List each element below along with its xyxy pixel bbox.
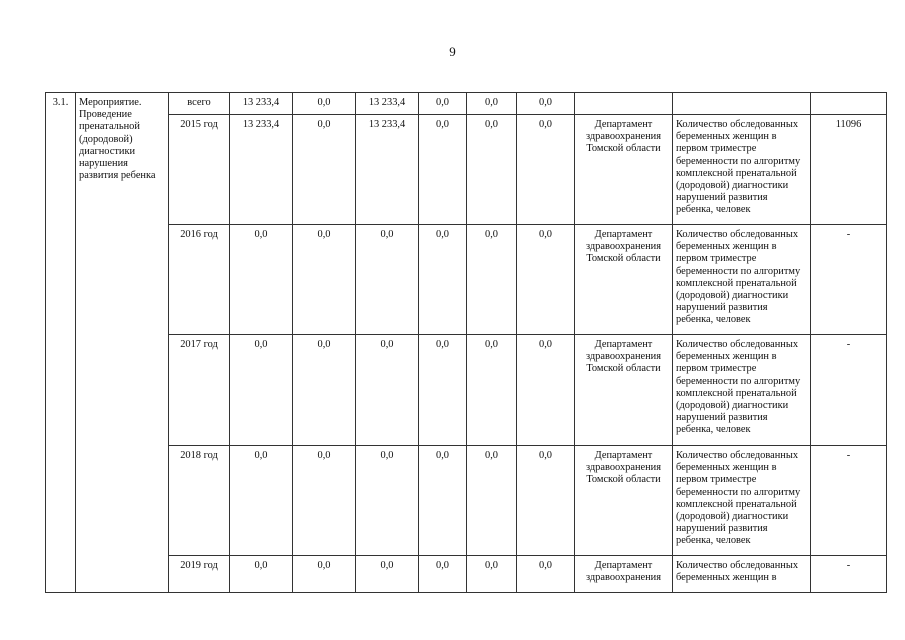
period-cell: 2017 год bbox=[169, 335, 230, 446]
indicator-cell: Количество обследованных беременных женщин в первом триместре беременности по алгоритму комплексной пренатальной (дородовой) диагностики нарушений развития ребенка, человек bbox=[673, 115, 811, 225]
department-cell: Департамент здравоохранения Томской области bbox=[575, 335, 673, 446]
department-cell: Департамент здравоохранения bbox=[575, 556, 673, 593]
value-cell: 0,0 bbox=[293, 115, 356, 225]
value-cell: 0,0 bbox=[517, 115, 575, 225]
table-row-2019 bbox=[46, 556, 887, 593]
value-cell: 13 233,4 bbox=[356, 115, 419, 225]
value-cell: 13 233,4 bbox=[230, 93, 293, 115]
department-cell: Департамент здравоохранения Томской области bbox=[575, 225, 673, 335]
row-number: 3.1. bbox=[46, 93, 76, 593]
indicator-cell: Количество обследованных беременных женщин в первом триместре беременности по алгоритму комплексной пренатальной (дородовой) диагностики нарушений развития ребенка, человек bbox=[673, 446, 811, 556]
value-cell: 13 233,4 bbox=[356, 93, 419, 115]
value-cell: 0,0 bbox=[419, 93, 467, 115]
value-cell: 0,0 bbox=[419, 556, 467, 593]
value-cell: 0,0 bbox=[467, 556, 517, 593]
value-cell: 0,0 bbox=[293, 556, 356, 593]
value-cell: 0,0 bbox=[467, 225, 517, 335]
indicator-value-cell: - bbox=[811, 446, 887, 556]
value-cell: 0,0 bbox=[293, 335, 356, 446]
value-cell: 0,0 bbox=[419, 115, 467, 225]
department-cell: Департамент здравоохранения Томской области bbox=[575, 446, 673, 556]
indicator-value-cell bbox=[811, 93, 887, 115]
value-cell: 0,0 bbox=[467, 115, 517, 225]
value-cell: 0,0 bbox=[293, 225, 356, 335]
value-cell: 0,0 bbox=[517, 446, 575, 556]
indicator-value-cell: - bbox=[811, 335, 887, 446]
value-cell: 0,0 bbox=[419, 446, 467, 556]
indicator-value-cell: - bbox=[811, 225, 887, 335]
value-cell: 0,0 bbox=[230, 556, 293, 593]
value-cell: 0,0 bbox=[419, 335, 467, 446]
table-row-2017 bbox=[46, 335, 887, 446]
value-cell: 0,0 bbox=[230, 446, 293, 556]
table-row-2018 bbox=[46, 446, 887, 556]
value-cell: 13 233,4 bbox=[230, 115, 293, 225]
indicator-cell: Количество обследованных беременных женщин в первом триместре беременности по алгоритму комплексной пренатальной (дородовой) диагностики нарушений развития ребенка, человек bbox=[673, 225, 811, 335]
value-cell: 0,0 bbox=[467, 335, 517, 446]
value-cell: 0,0 bbox=[356, 335, 419, 446]
period-cell: 2018 год bbox=[169, 446, 230, 556]
value-cell: 0,0 bbox=[419, 225, 467, 335]
value-cell: 0,0 bbox=[356, 446, 419, 556]
value-cell: 0,0 bbox=[356, 225, 419, 335]
value-cell: 0,0 bbox=[230, 225, 293, 335]
value-cell: 0,0 bbox=[293, 93, 356, 115]
period-cell: 2019 год bbox=[169, 556, 230, 593]
event-title: Мероприятие. Проведение пренатальной (дородовой) диагностики нарушения развития ребенка bbox=[76, 93, 169, 593]
value-cell: 0,0 bbox=[293, 446, 356, 556]
table-row-2016 bbox=[46, 225, 887, 335]
indicator-cell: Количество обследованных беременных женщин в bbox=[673, 556, 811, 593]
value-cell: 0,0 bbox=[356, 556, 419, 593]
program-table bbox=[45, 92, 887, 593]
period-cell: всего bbox=[169, 93, 230, 115]
value-cell: 0,0 bbox=[230, 335, 293, 446]
department-cell: Департамент здравоохранения Томской области bbox=[575, 115, 673, 225]
indicator-cell bbox=[673, 93, 811, 115]
value-cell: 0,0 bbox=[517, 335, 575, 446]
period-cell: 2015 год bbox=[169, 115, 230, 225]
page-number: 9 bbox=[449, 44, 456, 59]
value-cell: 0,0 bbox=[467, 446, 517, 556]
table-row-2015 bbox=[46, 115, 887, 225]
value-cell: 0,0 bbox=[517, 556, 575, 593]
department-cell bbox=[575, 93, 673, 115]
indicator-cell: Количество обследованных беременных женщин в первом триместре беременности по алгоритму комплексной пренатальной (дородовой) диагностики нарушений развития ребенка, человек bbox=[673, 335, 811, 446]
table-row-total bbox=[46, 93, 887, 115]
value-cell: 0,0 bbox=[517, 93, 575, 115]
period-cell: 2016 год bbox=[169, 225, 230, 335]
value-cell: 0,0 bbox=[517, 225, 575, 335]
indicator-value-cell: 11096 bbox=[811, 115, 887, 225]
indicator-value-cell: - bbox=[811, 556, 887, 593]
value-cell: 0,0 bbox=[467, 93, 517, 115]
